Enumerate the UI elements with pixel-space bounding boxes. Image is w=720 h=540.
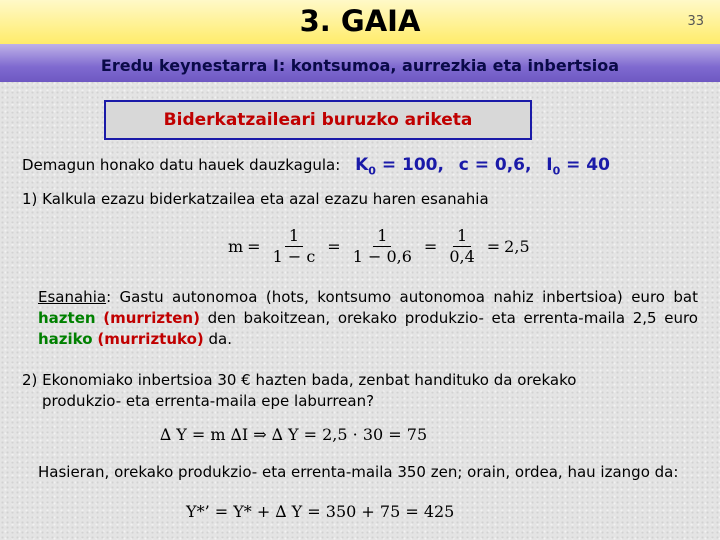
given-intro: Demagun honako datu hauek dauzkagula:	[22, 156, 341, 174]
word-murriztuko: (murriztuko)	[97, 330, 204, 348]
given-data	[22, 155, 610, 177]
formula-eq: =	[423, 236, 438, 256]
question-1: 1) Kalkula ezazu biderkatzailea eta azal ezazu haren esanahia	[22, 190, 489, 208]
word-hazten: hazten	[38, 309, 96, 327]
equation-new-equilibrium: Y*’ = Y* + ∆ Y = 350 + 75 = 425	[186, 502, 455, 521]
initial-level-paragraph: Hasieran, orekako produkzio- eta errenta-maila 350 zen; orain, ordea, hau izango da:	[38, 463, 679, 481]
formula-eq: =	[486, 236, 501, 256]
formula-m: m	[228, 236, 244, 256]
given-k: $K_0 = 100$,	[355, 155, 444, 178]
formula-result: 2,5	[504, 236, 530, 256]
formula-fraction-3: $\frac{1}{0,4}$	[449, 225, 475, 266]
explanation-paragraph: Esanahia: Gastu autonomoa (hots, kontsumo autonomoa nahiz inbertsioa) euro bat hazten (murrizten) den bakoitzean, orekako produkzio- eta errenta-maila 2,5 euro haziko (murriztuko) da.	[38, 288, 698, 348]
formula-fraction-1: $\frac{1}{1 - c}$	[272, 225, 316, 266]
header-band	[0, 0, 720, 44]
question-2: 2) Ekonomiako inbertsioa 30 € hazten bada, zenbat handituko da orekako produkzio- eta errenta-maila epe laburrean?	[22, 371, 577, 410]
page-subtitle: Eredu keynestarra I: kontsumoa, aurrezkia eta inbertsioa	[100, 56, 620, 75]
word-haziko: haziko	[38, 330, 93, 348]
formula-eq: =	[327, 236, 341, 256]
formula-fraction-2: $\frac{1}{1 - 0,6}$	[352, 225, 412, 266]
page-title: 3. GAIA	[299, 4, 421, 38]
given-i: $I_0 = 40$	[546, 155, 610, 178]
multiplier-formula	[228, 222, 530, 270]
formula-eq: =	[247, 236, 261, 256]
given-c: c = 0,6,	[458, 155, 532, 175]
equation-delta-y: ∆ Y = m ∆I ⇒ ∆ Y = 2,5 · 30 = 75	[160, 425, 428, 444]
explanation-label: Esanahia	[38, 288, 107, 306]
word-murrizten: (murrizten)	[103, 309, 200, 327]
page-number: 33	[687, 14, 704, 29]
exercise-title-box: Biderkatzaileari buruzko ariketa	[104, 100, 532, 140]
